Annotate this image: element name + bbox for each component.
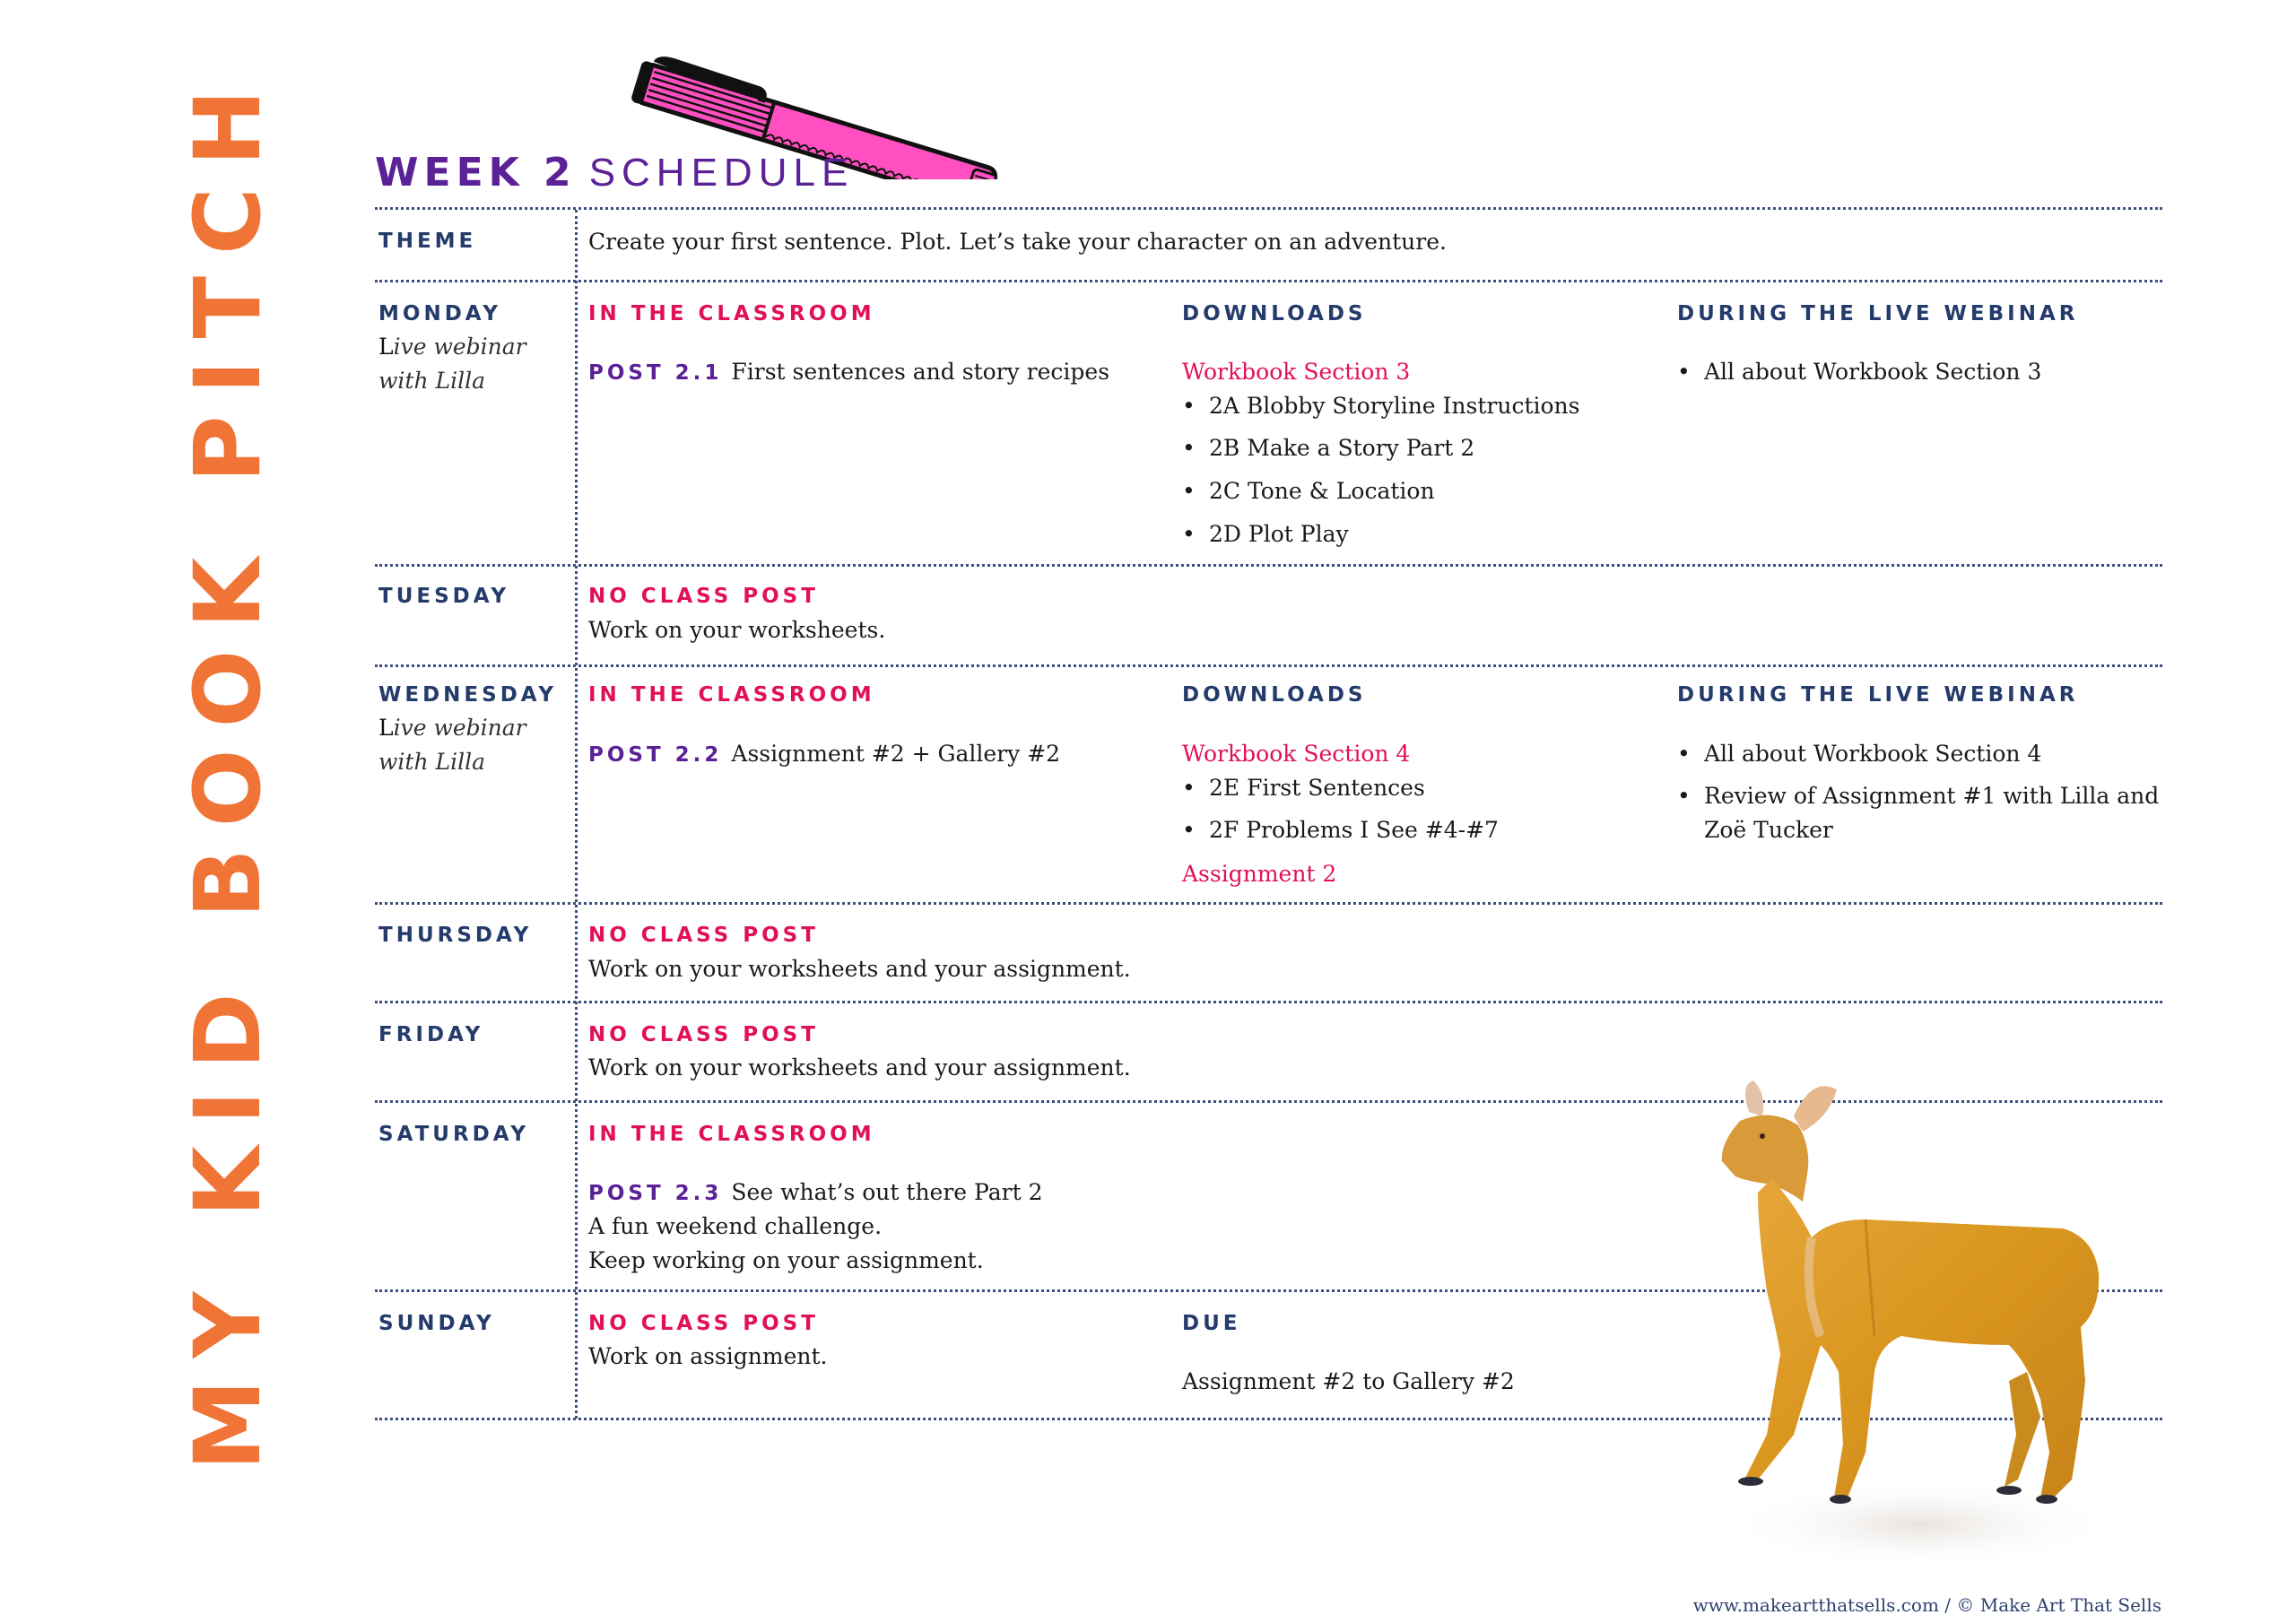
- day-wednesday: WEDNESDAY: [378, 683, 558, 707]
- webinar-item: • Review of Assignment #1 with Lilla and: [1677, 783, 2159, 810]
- side-title: MY KID BOOK PITCH: [175, 67, 282, 1471]
- gold-deer-image: [1686, 1076, 2152, 1578]
- workbook-section-3-link[interactable]: Workbook Section 3: [1182, 359, 1411, 385]
- saturday-line-2: A fun weekend challenge.: [588, 1213, 883, 1239]
- sunday-due-label: DUE: [1182, 1312, 1241, 1335]
- webinar-item: • All about Workbook Section 4: [1677, 741, 2041, 768]
- friday-no-class-label: NO CLASS POST: [588, 1023, 819, 1046]
- friday-text: Work on your worksheets and your assignment.: [588, 1055, 1131, 1081]
- day-sunday: SUNDAY: [378, 1312, 495, 1335]
- page-title-schedule: SCHEDULE: [588, 151, 855, 195]
- monday-classroom-label: IN THE CLASSROOM: [588, 302, 875, 325]
- wednesday-downloads-label: DOWNLOADS: [1182, 683, 1367, 707]
- footer-credit: www.makeartthatsells.com / © Make Art That Sells: [1692, 1594, 2161, 1616]
- sunday-due-text: Assignment #2 to Gallery #2: [1182, 1368, 1515, 1394]
- divider: [375, 564, 2162, 567]
- thursday-no-class-label: NO CLASS POST: [588, 924, 819, 947]
- monday-downloads-label: DOWNLOADS: [1182, 302, 1367, 325]
- download-item: • 2C Tone & Location: [1182, 478, 1435, 505]
- day-tuesday: TUESDAY: [378, 585, 509, 608]
- post-title: Assignment #2 + Gallery #2: [731, 741, 1061, 767]
- wednesday-webinar-note: Live webinar with Lilla: [378, 715, 526, 775]
- post-title: See what’s out there Part 2: [731, 1179, 1043, 1205]
- wednesday-webinar-label: DURING THE LIVE WEBINAR: [1677, 683, 2079, 707]
- divider: [375, 1001, 2162, 1003]
- webinar-item-continued: Zoë Tucker: [1704, 817, 1833, 843]
- saturday-post[interactable]: [588, 1179, 1043, 1207]
- post-label: POST 2.2: [588, 743, 723, 767]
- post-title: First sentences and story recipes: [731, 359, 1110, 385]
- wednesday-classroom-label: IN THE CLASSROOM: [588, 683, 875, 707]
- tuesday-no-class-label: NO CLASS POST: [588, 585, 819, 608]
- day-friday: FRIDAY: [378, 1023, 484, 1046]
- divider: [375, 207, 2162, 210]
- monday-post[interactable]: [588, 359, 1109, 386]
- sunday-text: Work on assignment.: [588, 1343, 828, 1369]
- download-item: • 2B Make a Story Part 2: [1182, 435, 1474, 462]
- monday-webinar-label: DURING THE LIVE WEBINAR: [1677, 302, 2079, 325]
- day-thursday: THURSDAY: [378, 924, 533, 947]
- workbook-section-4-link[interactable]: Workbook Section 4: [1182, 741, 1411, 767]
- webinar-item: • All about Workbook Section 3: [1677, 359, 2041, 386]
- saturday-line-3: Keep working on your assignment.: [588, 1247, 984, 1273]
- thursday-text: Work on your worksheets and your assignment.: [588, 956, 1131, 982]
- day-monday: MONDAY: [378, 302, 502, 325]
- download-item: • 2E First Sentences: [1182, 775, 1425, 802]
- assignment-2-link[interactable]: Assignment 2: [1182, 861, 1337, 887]
- theme-label: THEME: [378, 230, 477, 253]
- page-title: [375, 151, 854, 195]
- day-saturday: SATURDAY: [378, 1123, 530, 1146]
- post-label: POST 2.1: [588, 361, 723, 385]
- monday-webinar-note: Live webinar with Lilla: [378, 334, 526, 394]
- theme-text: Create your first sentence. Plot. Let’s take your character on an adventure.: [588, 229, 1447, 255]
- post-label: POST 2.3: [588, 1182, 723, 1205]
- download-item: • 2F Problems I See #4-#7: [1182, 817, 1499, 844]
- download-item: • 2D Plot Play: [1182, 521, 1349, 548]
- sunday-no-class-label: NO CLASS POST: [588, 1312, 819, 1335]
- page-title-week: WEEK 2: [375, 150, 577, 195]
- download-item: • 2A Blobby Storyline Instructions: [1182, 393, 1579, 420]
- wednesday-post[interactable]: [588, 741, 1060, 768]
- saturday-classroom-label: IN THE CLASSROOM: [588, 1123, 875, 1146]
- divider: [375, 664, 2162, 667]
- divider: [375, 902, 2162, 905]
- tuesday-text: Work on your worksheets.: [588, 617, 886, 643]
- divider: [375, 280, 2162, 282]
